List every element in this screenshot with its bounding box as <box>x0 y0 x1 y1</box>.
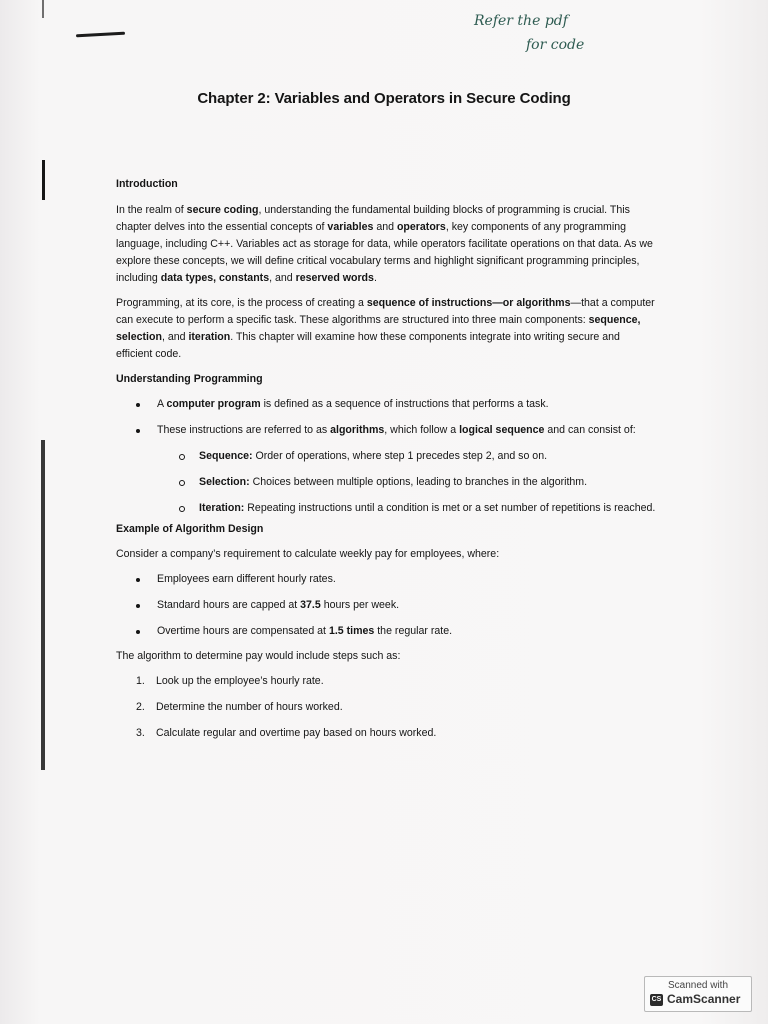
list-item: Iteration: Repeating instructions until a condition is met or a set number of repetitions is reached. <box>116 500 656 517</box>
badge-brand: CamScanner <box>667 992 741 1006</box>
section-heading-understanding: Understanding Programming <box>116 373 263 385</box>
list-item: 2. Determine the number of hours worked. <box>136 701 343 713</box>
bullet-dot-icon <box>136 604 140 608</box>
intro-paragraph-1: In the realm of secure coding, understanding the fundamental building blocks of programming is crucial. This chapter delves into the essential concepts of variables and operators, key components of any programming language, including C++. Variables act as storage for data, while operators facilitate operations on that data. As we explore these concepts, we will define critical vocabulary terms and highlight significant programming principles, including data types, constants, and reserved words. <box>116 204 653 284</box>
list-item: 1. Look up the employee’s hourly rate. <box>136 675 324 687</box>
handwritten-note-line1: Refer the pdf <box>474 13 568 29</box>
document-body <box>116 176 656 742</box>
algorithm-steps-list <box>116 673 656 742</box>
intro-paragraph-2: Programming, at its core, is the process of creating a sequence of instructions—or algorithms—that a computer can execute to perform a specific task. These algorithms are structured into three main components: sequence, selection, and iteration. This chapter will examine how these components integrate into writing secure and efficient code. <box>116 297 655 360</box>
camscanner-logo-icon: CS <box>650 994 663 1006</box>
list-item: These instructions are referred to as algorithms, which follow a logical sequence and can consist of: <box>116 422 656 439</box>
list-item: Selection: Choices between multiple options, leading to branches in the algorithm. <box>116 474 656 491</box>
algorithm-components-list <box>116 448 656 517</box>
understanding-bullet-list <box>116 396 656 439</box>
list-item: Overtime hours are compensated at 1.5 times the regular rate. <box>116 623 656 640</box>
chapter-title: Chapter 2: Variables and Operators in Secure Coding <box>197 90 571 107</box>
example-intro: Consider a company’s requirement to calculate weekly pay for employees, where: <box>116 548 500 560</box>
camscanner-badge <box>644 976 752 1012</box>
bullet-dot-icon <box>136 578 140 582</box>
list-item: Sequence: Order of operations, where step 1 precedes step 2, and so on. <box>116 448 656 465</box>
list-item: 3. Calculate regular and overtime pay based on hours worked. <box>136 727 437 739</box>
bullet-dot-icon <box>136 630 140 634</box>
pen-dash-mark <box>76 32 125 38</box>
bullet-dot-icon <box>136 403 140 407</box>
section-heading-example: Example of Algorithm Design <box>116 523 264 535</box>
hollow-bullet-icon <box>179 480 185 486</box>
list-item: Employees earn different hourly rates. <box>116 571 656 588</box>
list-item: Standard hours are capped at 37.5 hours per week. <box>116 597 656 614</box>
section-heading-introduction: Introduction <box>116 178 178 190</box>
steps-intro: The algorithm to determine pay would include steps such as: <box>116 650 401 662</box>
hollow-bullet-icon <box>179 454 185 460</box>
list-item: A computer program is defined as a sequence of instructions that performs a task. <box>116 396 656 413</box>
handwritten-note-line2: for code <box>526 37 585 53</box>
badge-caption: Scanned with <box>667 980 729 991</box>
left-edge-mark-corner <box>42 0 44 18</box>
bullet-dot-icon <box>136 429 140 433</box>
left-edge-mark-top <box>42 160 45 200</box>
hollow-bullet-icon <box>179 506 185 512</box>
left-edge-mark-bottom <box>41 440 45 770</box>
example-bullet-list <box>116 571 656 640</box>
